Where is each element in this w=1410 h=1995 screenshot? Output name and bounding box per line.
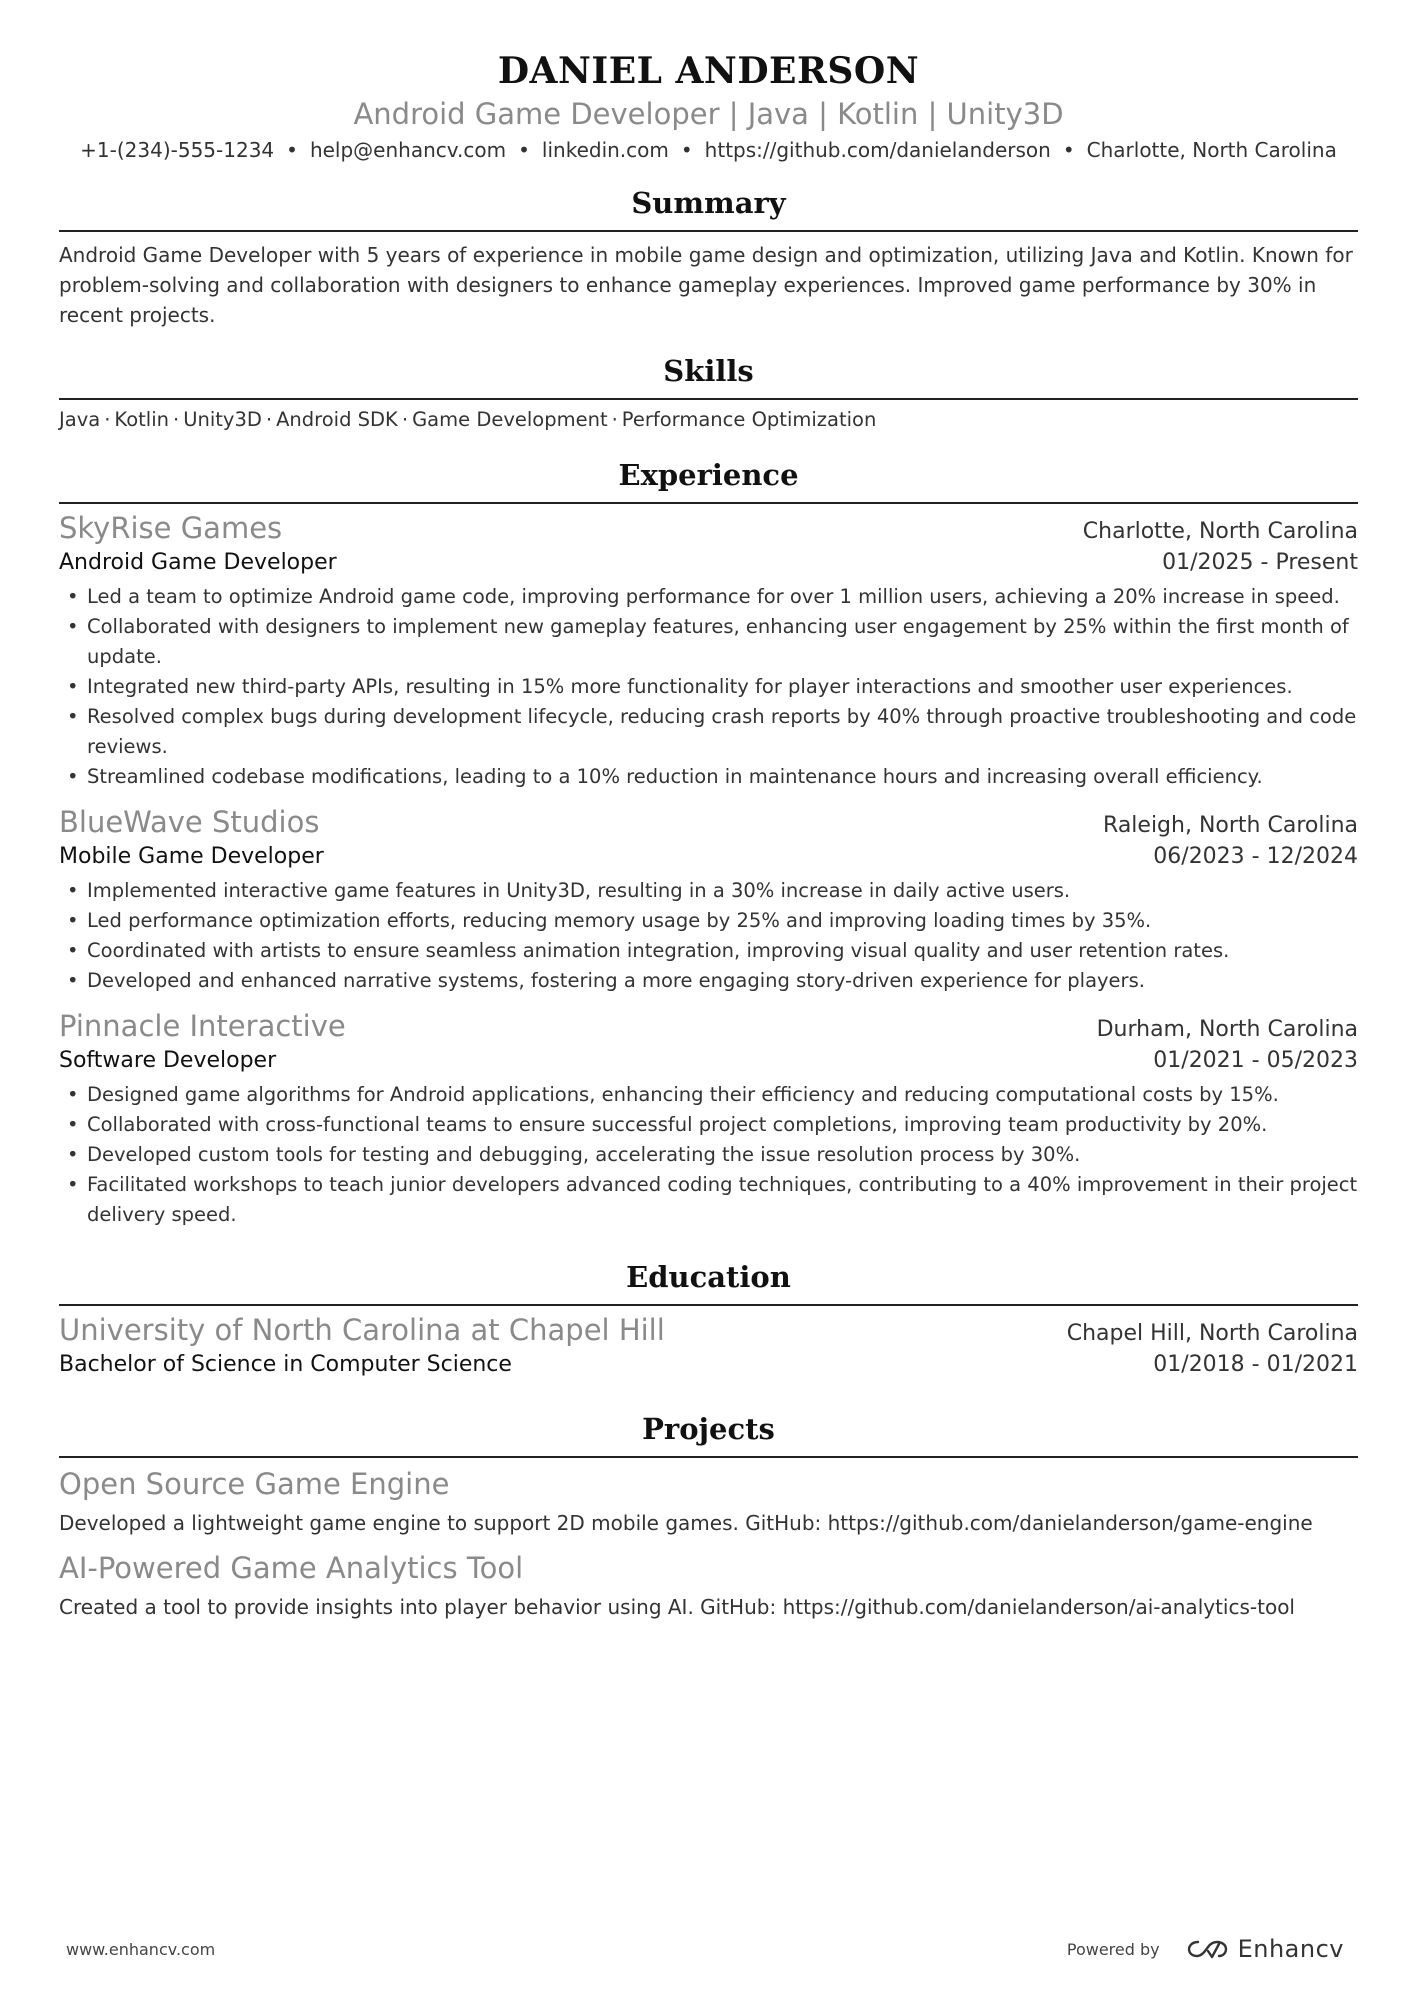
candidate-title: Android Game Developer | Java | Kotlin | Unity3D	[353, 97, 1064, 131]
separator-dot: •	[286, 138, 298, 162]
job-role: Mobile Game Developer	[59, 844, 324, 869]
contact-line	[59, 136, 1358, 164]
skill-item: Performance Optimization	[621, 408, 877, 431]
separator-dot: ·	[173, 408, 180, 431]
skill-item: Kotlin	[114, 408, 169, 431]
resume-content	[59, 48, 1358, 1622]
skill-item: Unity3D	[183, 408, 262, 431]
section-title-summary: Summary	[59, 184, 1358, 232]
job-header-row	[59, 804, 1358, 842]
bullet-item: • Led a team to optimize Android game code, improving performance for over 1 million users, achieving a 20% increase in speed.	[59, 582, 1358, 612]
bullet-item: • Collaborated with designers to implement new gameplay features, enhancing user engagement by 25% within the first month of update.	[59, 612, 1358, 672]
enhancv-logo-icon	[1186, 1938, 1230, 1960]
section-title-skills: Skills	[59, 352, 1358, 400]
skills-list	[59, 406, 1358, 434]
section-title-experience: Experience	[59, 456, 1358, 504]
job-role-row	[59, 842, 1358, 872]
footer-site-link[interactable]: www.enhancv.com	[66, 1939, 216, 1959]
summary-line: Android Game Developer with 5 years of experience in mobile game design and optimization, utilizing Java and Kotlin. Known for	[59, 243, 1353, 267]
resume-header	[59, 48, 1358, 164]
degree: Bachelor of Science in Computer Science	[59, 1352, 512, 1377]
powered-by-label: Powered by	[1066, 1939, 1160, 1959]
phone: +1-(234)-555-1234	[80, 138, 275, 162]
brand-name: Enhancv	[1237, 1935, 1344, 1963]
job-bullets	[59, 876, 1358, 996]
school-location: Chapel Hill, North Carolina	[1066, 1321, 1358, 1346]
job-header-row	[59, 1008, 1358, 1046]
experience-entry	[59, 510, 1358, 792]
candidate-name: DANIEL ANDERSON	[497, 50, 920, 92]
job-header-row	[59, 510, 1358, 548]
job-dates: 01/2025 - Present	[1162, 550, 1358, 575]
bullet-item: • Facilitated workshops to teach junior developers advanced coding techniques, contributing to a 40% improvement in their project delivery speed.	[59, 1170, 1358, 1230]
edu-header-row	[59, 1312, 1358, 1350]
job-bullets	[59, 582, 1358, 792]
job-bullets	[59, 1080, 1358, 1230]
company-name: SkyRise Games	[59, 511, 283, 545]
project-title: AI-Powered Game Analytics Tool	[59, 1551, 524, 1585]
bullet-item: • Integrated new third-party APIs, resulting in 15% more functionality for player interactions and smoother user experiences.	[59, 672, 1358, 702]
separator-dot: ·	[611, 408, 618, 431]
job-role: Android Game Developer	[59, 550, 337, 575]
bullet-item: • Led performance optimization efforts, reducing memory usage by 25% and improving loading times by 35%.	[59, 906, 1358, 936]
job-dates: 06/2023 - 12/2024	[1153, 844, 1358, 869]
bullet-item: • Developed custom tools for testing and debugging, accelerating the issue resolution process by 30%.	[59, 1140, 1358, 1170]
page-footer	[66, 1935, 1344, 1963]
project-entry	[59, 1464, 1358, 1538]
school-name: University of North Carolina at Chapel Hill	[59, 1313, 665, 1347]
experience-entry	[59, 804, 1358, 996]
separator-dot: ·	[401, 408, 409, 431]
job-role-row	[59, 548, 1358, 578]
job-location: Durham, North Carolina	[1096, 1017, 1358, 1042]
email-link[interactable]: help@enhancv.com	[309, 138, 507, 162]
bullet-item: • Coordinated with artists to ensure seamless animation integration, improving visual quality and user retention rates.	[59, 936, 1358, 966]
skill-item: Java	[59, 408, 101, 431]
skill-item: Game Development	[412, 408, 608, 431]
job-role: Software Developer	[59, 1048, 277, 1073]
company-name: Pinnacle Interactive	[59, 1009, 346, 1043]
education-entry	[59, 1312, 1358, 1380]
separator-dot: •	[1062, 138, 1075, 162]
section-title-projects: Projects	[59, 1410, 1358, 1458]
experience-entry	[59, 1008, 1358, 1230]
separator-dot: ·	[104, 408, 111, 431]
footer-brand	[1067, 1935, 1344, 1963]
separator-dot: ·	[265, 408, 273, 431]
job-dates: 01/2021 - 05/2023	[1153, 1048, 1358, 1073]
bullet-item: • Collaborated with cross-functional teams to ensure successful project completions, improving team productivity by 20%.	[59, 1110, 1358, 1140]
separator-dot: •	[680, 138, 693, 162]
bullet-item: • Implemented interactive game features in Unity3D, resulting in a 30% increase in daily active users.	[59, 876, 1358, 906]
company-name: BlueWave Studios	[59, 805, 320, 839]
project-description: Created a tool to provide insights into player behavior using AI. GitHub: https://github.com/danielanderson/ai-analytics-tool	[59, 1595, 1295, 1619]
project-entry	[59, 1548, 1358, 1622]
github-link[interactable]: https://github.com/danielanderson	[704, 138, 1051, 162]
project-title: Open Source Game Engine	[59, 1467, 450, 1501]
summary-text	[59, 240, 1358, 330]
location: Charlotte, North Carolina	[1086, 138, 1337, 162]
edu-degree-row	[59, 1350, 1358, 1380]
bullet-item: • Streamlined codebase modifications, leading to a 10% reduction in maintenance hours and increasing overall efficiency.	[59, 762, 1358, 792]
project-description: Developed a lightweight game engine to support 2D mobile games. GitHub: https://github.com/danielanderson/game-engine	[59, 1511, 1313, 1535]
job-location: Charlotte, North Carolina	[1082, 519, 1358, 544]
separator-dot: •	[518, 138, 530, 162]
summary-line: problem-solving and collaboration with designers to enhance gameplay experiences. Improved game performance by 30% in	[59, 273, 1317, 297]
edu-dates: 01/2018 - 01/2021	[1153, 1352, 1358, 1377]
bullet-item: • Resolved complex bugs during development lifecycle, reducing crash reports by 40% through proactive troubleshooting and code reviews.	[59, 702, 1358, 762]
bullet-item: • Designed game algorithms for Android applications, enhancing their efficiency and reducing computational costs by 15%.	[59, 1080, 1358, 1110]
linkedin-link[interactable]: linkedin.com	[541, 138, 669, 162]
job-location: Raleigh, North Carolina	[1103, 813, 1358, 838]
bullet-item: • Developed and enhanced narrative systems, fostering a more engaging story-driven experience for players.	[59, 966, 1358, 996]
skill-item: Android SDK	[276, 408, 398, 431]
summary-line: recent projects.	[59, 303, 216, 327]
job-role-row	[59, 1046, 1358, 1076]
section-title-education: Education	[59, 1258, 1358, 1306]
